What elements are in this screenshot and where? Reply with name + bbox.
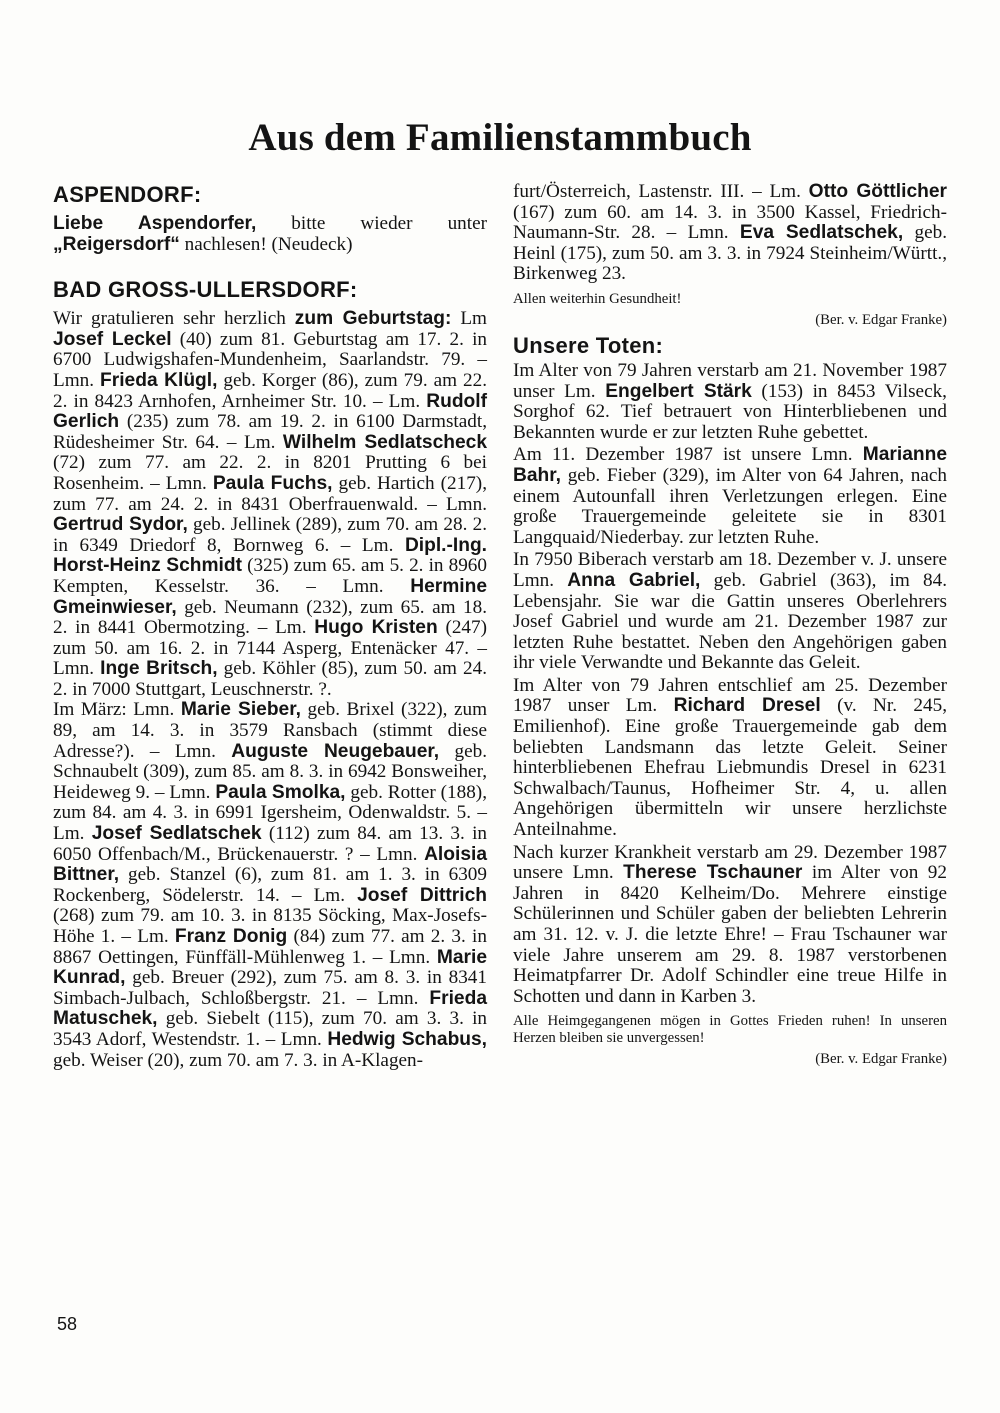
text-segment: (268) zum 79. am 10. 3. in 8135 Söcking, Max-Josefs-Höhe 1. – Lm.	[53, 905, 487, 947]
person-name: Aloisia Bittner,	[53, 843, 487, 886]
text-segment: (84) zum 77. am 2. 3. in 8867 Oettingen, Fünffäll-Mühlenweg 1. – Lmn.	[53, 926, 487, 968]
text-segment: (40) zum 81. Geburtstag am 17. 2. in 6700 Ludwigshafen-Mundenheim, Saarlandstr. 79. – Lmn.	[53, 328, 487, 391]
text-segment: geb. Schnaubelt (309), zum 85. am 8. 3. in 6942 Bonsweiher, Heideweg 9. – Lmn.	[53, 740, 487, 803]
obituaries	[513, 361, 947, 1007]
text-segment: (v. Nr. 245, Emilienhof). Eine große Trauergemeinde gab dem beliebten Landsmann das letzte Geleit. Seiner hinterbliebenen Ehefrau Liebmundis Dresel in 6231 Schwalbach/Taunus, Hofheimer Str. 4, u. allen Angehörigen übermitteln wir unsere herzlichste Anteilnahme.	[513, 695, 947, 841]
march-birthday-paragraph	[53, 700, 487, 1071]
person-name: Richard Dresel	[673, 695, 821, 717]
obituary-paragraph	[513, 676, 947, 841]
wish-note: Allen weiterhin Gesundheit!	[513, 290, 682, 307]
person-name: Josef Dittrich	[357, 884, 487, 906]
text-segment: Nach kurzer Krankheit verstarb am 29. Dezember 1987 unsere Lmn.	[513, 841, 947, 884]
person-name: Dipl.-Ing. Horst-Heinz Schmidt	[53, 534, 487, 577]
text-segment: geb. Stanzel (6), zum 81. am 1. 3. in 6309 Rockenberg, Södelerstr. 14. – Lm.	[53, 864, 487, 906]
obituary-paragraph	[513, 550, 947, 674]
text-segment: furt/Österreich, Lastenstr. III. – Lm.	[513, 181, 809, 202]
person-name: Eva Sedlatschek,	[739, 222, 904, 244]
obituary-paragraph	[513, 361, 947, 443]
person-name: Anna Gabriel,	[567, 569, 701, 591]
text-segment: Am 11. Dezember 1987 ist unsere Lmn.	[513, 444, 863, 466]
text-segment: geb. Korger (86), zum 79. am 22. 2. in 8423 Arnhofen, Arnheimer Str. 10. – Lm.	[53, 369, 488, 412]
person-name: Therese Tschauner	[623, 862, 803, 884]
text-segment: geb. Neumann (232), zum 65. am 18. 2. in 8441 Obermotzing. – Lm.	[53, 596, 487, 639]
text-segment: geb. Gabriel (363), im 84. Lebensjahr. Sie war die Gattin unseres Oberlehrers Josef Gabriel und wurde am 21. Dezember 1987 zur letzten Ruhe bestattet. Neben den Angehörigen gaben ihr viele Verwandte und Bekannte das Geleit.	[513, 569, 947, 674]
aspendorf-paragraph	[53, 214, 487, 255]
text-segment: geb. Rotter (188), zum 84. am 4. 3. in 6991 Igersheim, Odenwaldstr. 5. – Lm.	[53, 781, 487, 845]
person-name: Paula Fuchs,	[212, 472, 333, 494]
person-name: Franz Donig	[174, 926, 288, 947]
person-name: Hermine Gmeinwieser,	[53, 575, 487, 618]
person-name: Josef Sedlatschek	[91, 823, 262, 845]
person-name: Marianne Bahr,	[513, 444, 947, 486]
text-segment: (247) zum 50. am 16. 2. in 7144 Asperg, Entenäcker 47. – Lmn.	[53, 617, 487, 680]
text-segment: geb. Brixel (322), zum 89, am 14. 3. in 3579 Ransbach (stimmt diese Adresse?). – Lmn.	[53, 699, 487, 762]
text-segment: (325) zum 65. am 5. 2. in 8960 Kempten, Kesselstr. 36. – Lmn.	[53, 555, 487, 597]
report-credit-closing: (Ber. v. Edgar Franke)	[815, 1051, 947, 1068]
person-name: Engelbert Stärk	[605, 380, 752, 402]
text-segment: geb. Heinl (175), zum 50. am 3. 3. in 7924 Steinheim/Württ., Birkenweg 23.	[513, 222, 947, 285]
text-segment: geb. Köhler (85), zum 50. am 24. 2. in 7000 Stuttgart, Leuschnerstr. ?.	[53, 658, 487, 700]
text-segment: (167) zum 60. am 14. 3. in 3500 Kassel, Friedrich-Naumann-Str. 28. – Lmn.	[513, 201, 947, 244]
continuation-paragraph	[513, 182, 947, 285]
aspendorf-greeting: Liebe Aspendorfer,	[53, 213, 257, 234]
text-segment: geb. Weiser (20), zum 70. am 7. 3. in A-Klagen-	[53, 1049, 424, 1071]
aspendorf-reigersdorf: „Reigersdorf“	[53, 233, 180, 255]
obituary-paragraph	[513, 843, 947, 1008]
text-segment: geb. Siebelt (115), zum 70. am 3. 3. in 3543 Adorf, Westendstr. 1. – Lmn.	[53, 1008, 487, 1050]
text-segment: geb. Fieber (329), im Alter von 64 Jahren, nach einem Autounfall ihren Verletzungen erlegen. Eine große Trauergemeinde geleitete sie in 8301 Langquaid/Niederbay. zur letzten Ruhe.	[513, 464, 947, 548]
aspendorf-text: bitte wieder unter	[256, 213, 487, 234]
person-name: Wilhelm Sedlatscheck	[282, 431, 488, 453]
person-name: Rudolf Gerlich	[53, 390, 487, 433]
person-name: Otto Göttlicher	[808, 181, 947, 202]
person-name: Gertrud Sydor,	[53, 514, 188, 536]
text-segment: (153) in 8453 Vilseck, Sorghof 62. Tief betrauert von Hinterbliebenen und Bekannten wurde er zur letzten Ruhe gebettet.	[513, 380, 947, 443]
left-column	[53, 182, 487, 1071]
page-number: 58	[57, 1314, 78, 1334]
section-heading-aspendorf: ASPENDORF:	[53, 182, 202, 207]
aspendorf-text-end: nachlesen! (Neudeck)	[179, 233, 353, 255]
text-segment: im Alter von 92 Jahren in 8420 Kelheim/Do. Mehrere einstige Schülerinnen und Schüler gaben der beliebten Lehrerin am 31. 12. v. J. die letzte Ehre! – Frau Tschauner war viele Jahre unserem am 29. 8. 1987 verstorbenen Heimatpfarrer Dr. Adolf Schindler eine treue Hilfe in Schotten und dann in Karben 3.	[513, 862, 947, 1007]
text-segment: In 7950 Biberach verstarb am 18. Dezember v. J. unsere Lmn.	[513, 549, 947, 591]
text-segment: geb. Breuer (292), zum 75. am 8. 3. in 8341 Simbach-Julbach, Schloßbergstr. 21. – Lmn.	[53, 967, 487, 1009]
text-segment: geb. Jellinek (289), zum 70. am 28. 2. in 6349 Driedorf 8, Bornweg 6. – Lm.	[53, 514, 488, 556]
section-heading-toten: Unsere Toten:	[513, 332, 664, 358]
person-name: Paula Smolka,	[215, 781, 346, 803]
person-name: Inge Britsch,	[100, 658, 218, 680]
person-name: Frieda Klügl,	[100, 369, 218, 391]
report-credit: (Ber. v. Edgar Franke)	[815, 311, 947, 328]
text-segment: Lm	[451, 308, 487, 330]
text-segment: geb. Hartich (217), zum 77. am 24. 2. in 8431 Oberfrauenwald. – Lmn.	[53, 472, 487, 515]
person-name: Josef Leckel	[53, 328, 172, 350]
spacer	[53, 255, 487, 277]
text-segment: Im Alter von 79 Jahren entschlief am 25. Dezember 1987 unser Lm.	[513, 674, 947, 717]
section-heading-ullersdorf: BAD GROSS-ULLERSDORF:	[53, 277, 358, 303]
closing-note: Alle Heimgegangenen mögen in Gottes Frieden ruhen! In unseren Herzen bleiben sie unvergessen!	[513, 1013, 947, 1047]
birthday-paragraph	[53, 309, 487, 700]
text-segment: Im März: Lmn.	[53, 699, 181, 721]
person-name: Hedwig Schabus,	[327, 1028, 488, 1050]
text-segment: (112) zum 84. am 13. 3. in 6050 Offenbach/M., Brückenauerstr. ? – Lmn.	[53, 823, 487, 865]
text-segment: (235) zum 78. am 19. 2. in 6100 Darmstadt, Rüdesheimer Str. 64. – Lm.	[53, 411, 487, 453]
person-name: Hugo Kristen	[314, 617, 438, 639]
person-name: Frieda Matuschek,	[53, 987, 487, 1030]
obituary-paragraph	[513, 445, 947, 548]
right-column	[513, 182, 947, 1072]
person-name: Marie Sieber,	[180, 699, 301, 721]
person-name: Marie Kunrad,	[53, 946, 487, 989]
page-title: Aus dem Familienstammbuch	[248, 116, 752, 159]
person-name: Auguste Neugebauer,	[231, 740, 440, 762]
birthday-intro-bold: zum Geburtstag:	[294, 308, 452, 330]
text-segment: Im Alter von 79 Jahren verstarb am 21. November 1987 unser Lm.	[513, 359, 947, 402]
birthday-intro: Wir gratulieren sehr herzlich	[53, 308, 295, 330]
text-segment: (72) zum 77. am 22. 2. in 8201 Prutting 6 bei Rosenheim. – Lmn.	[53, 452, 487, 494]
